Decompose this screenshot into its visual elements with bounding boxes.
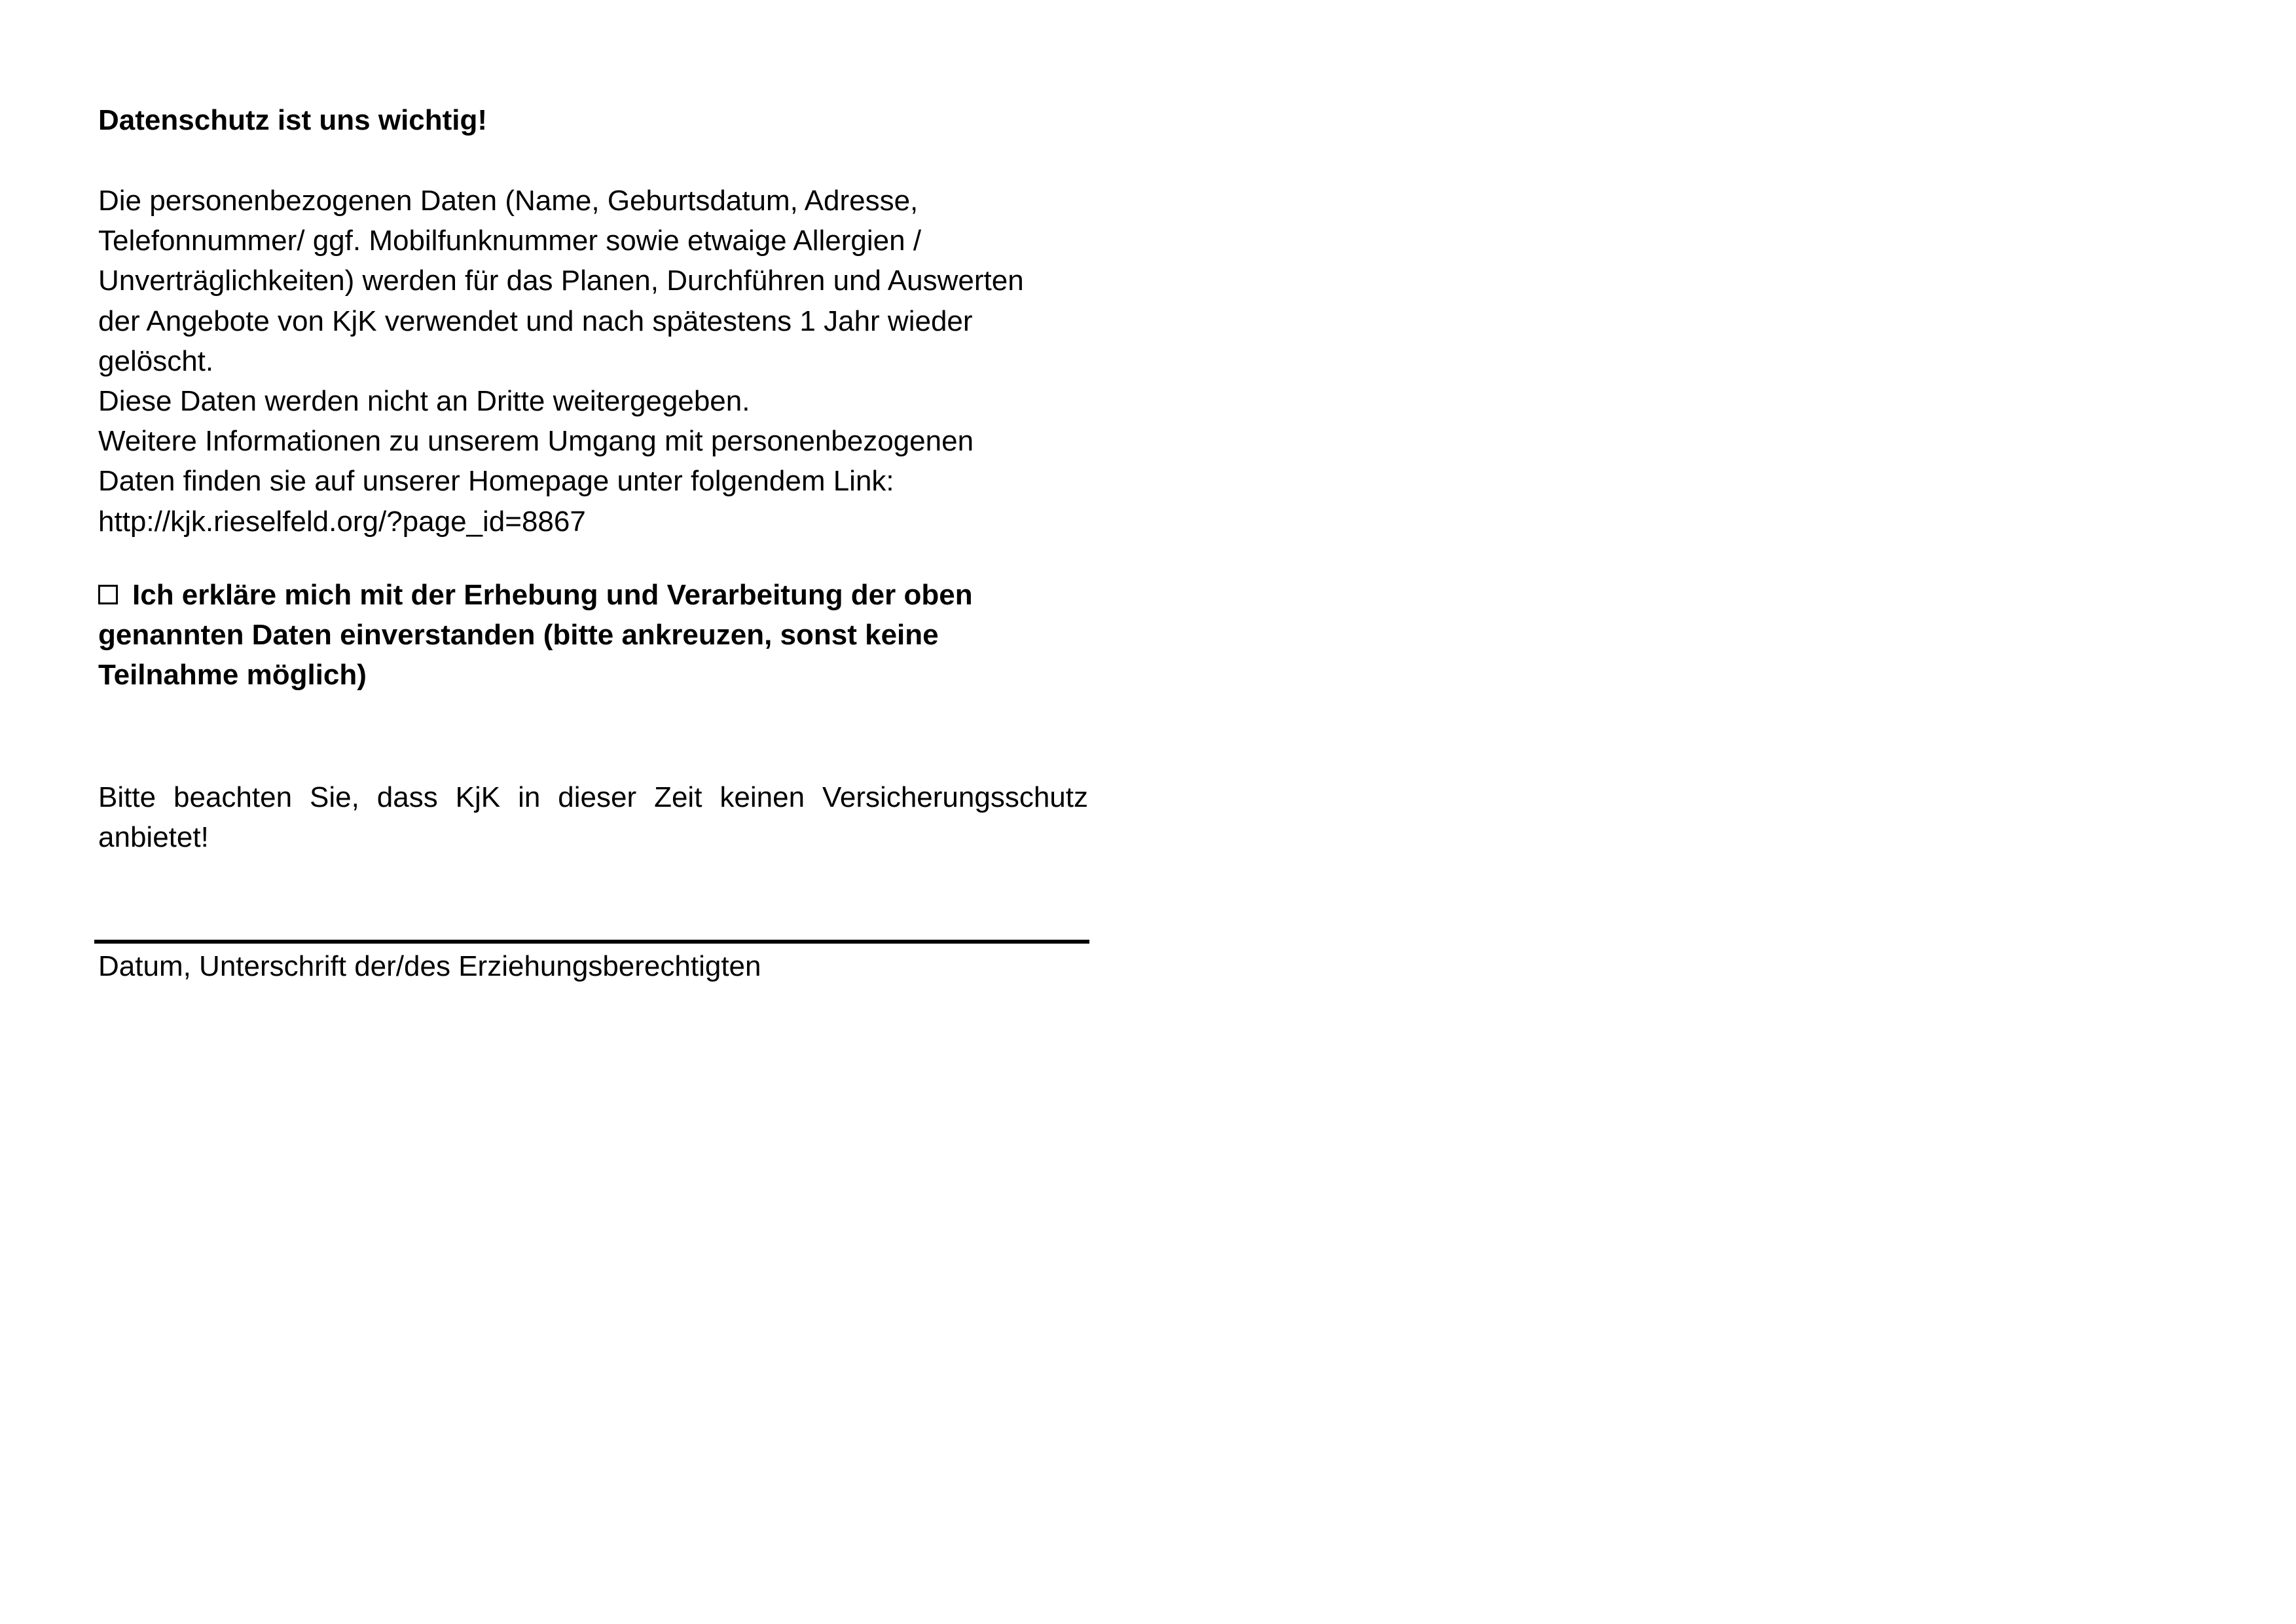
privacy-body-line: gelöscht. bbox=[98, 344, 214, 377]
privacy-policy-link[interactable]: http://kjk.rieselfeld.org/?page_id=8867 bbox=[98, 505, 586, 538]
privacy-body-line: Weitere Informationen zu unserem Umgang mit personenbezogenen bbox=[98, 425, 974, 458]
consent-checkbox[interactable] bbox=[98, 585, 118, 604]
consent-line bbox=[98, 575, 973, 615]
privacy-body-line: Unverträglichkeiten) werden für das Planen, Durchführen und Auswerten bbox=[98, 265, 1024, 297]
privacy-body-line: Daten finden sie auf unserer Homepage unter folgendem Link: bbox=[98, 465, 894, 498]
privacy-body-line: Diese Daten werden nicht an Dritte weitergegeben. bbox=[98, 385, 750, 418]
consent-statement bbox=[98, 575, 973, 695]
privacy-body-line: Telefonnummer/ ggf. Mobilfunknummer sowie etwaige Allergien / bbox=[98, 225, 922, 257]
signature-label: Datum, Unterschrift der/des Erziehungsberechtigten bbox=[98, 950, 761, 982]
consent-line: Teilnahme möglich) bbox=[98, 659, 367, 691]
signature-line[interactable] bbox=[94, 940, 1089, 944]
consent-line-text: Ich erkläre mich mit der Erhebung und Verarbeitung der oben bbox=[132, 579, 973, 611]
insurance-notice: Bitte beachten Sie, dass KjK in dieser Zeit keinen Versicherungsschutz anbietet! bbox=[98, 781, 1088, 853]
privacy-body-line: Die personenbezogenen Daten (Name, Geburtsdatum, Adresse, bbox=[98, 185, 919, 217]
consent-line: genannten Daten einverstanden (bitte ankreuzen, sonst keine bbox=[98, 619, 939, 651]
privacy-heading: Datenschutz ist uns wichtig! bbox=[98, 104, 488, 136]
privacy-body-text bbox=[98, 181, 1024, 542]
privacy-body-line: der Angebote von KjK verwendet und nach spätestens 1 Jahr wieder bbox=[98, 304, 973, 337]
